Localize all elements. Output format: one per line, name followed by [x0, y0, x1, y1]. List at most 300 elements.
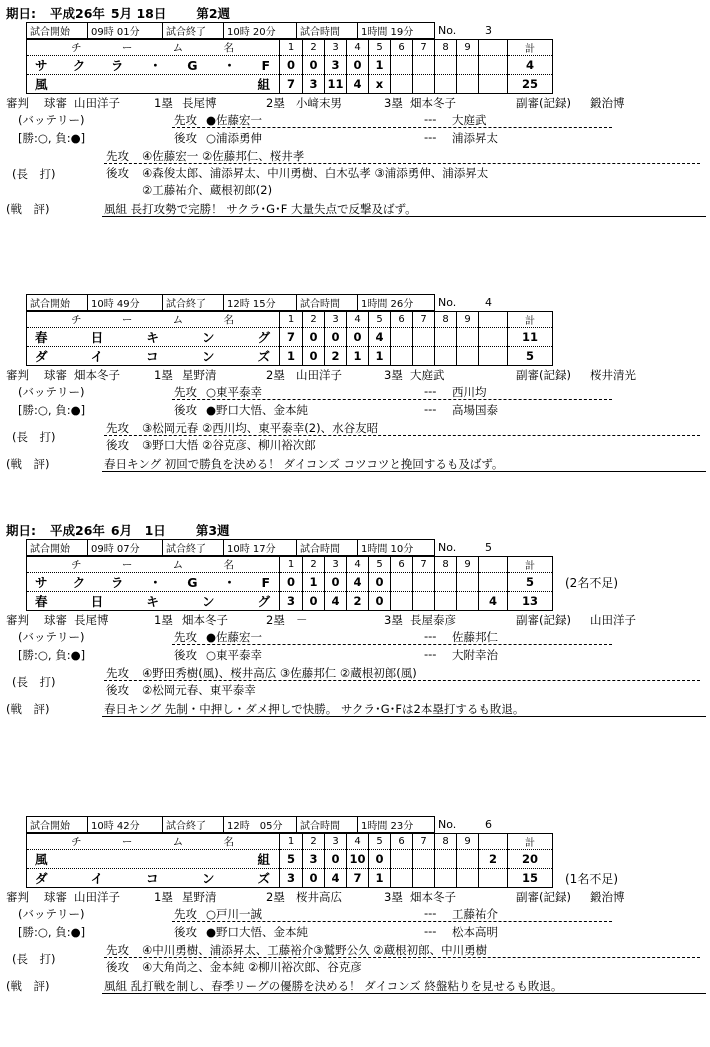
team-score-row: [27, 850, 619, 869]
team-name: ダイコンズ: [27, 347, 280, 366]
second-base-label: 2塁: [266, 368, 285, 382]
second-base-label: 2塁: [266, 890, 285, 904]
total-header: 計: [508, 40, 553, 56]
inning-score: 3: [303, 75, 325, 94]
inning-score: 4: [325, 592, 347, 611]
inning-score: [435, 573, 457, 592]
long-hit-section: [6, 420, 706, 454]
inning-header: 1: [280, 312, 303, 328]
inning-header: 8: [435, 834, 457, 850]
inning-score: [457, 328, 479, 347]
third-base-label: 3塁: [384, 96, 403, 110]
pitcher-name: ○東平泰幸: [206, 648, 263, 662]
total-score: 15: [508, 869, 553, 888]
long-hit-section: [6, 942, 706, 976]
inning-score: 2: [325, 347, 347, 366]
game-info-row: [27, 540, 529, 556]
end-time: 10時 20分: [224, 23, 297, 39]
team-name-header: チ ー ム 名: [27, 312, 280, 328]
long-hit-players: ④佐藤宏一 ②佐藤邦仁、桜井孝: [142, 149, 305, 163]
review-row: [6, 978, 706, 996]
inning-score: 0: [303, 347, 325, 366]
battery-row: [6, 647, 706, 665]
inning-score: [413, 328, 435, 347]
inning-score: [457, 592, 479, 611]
game-no-label: No.: [438, 24, 457, 37]
review-row: [6, 201, 706, 219]
period-label: 期日:: [6, 6, 36, 21]
inning-score: [413, 347, 435, 366]
inning-header: 9: [457, 40, 479, 56]
first-base-label: 1塁: [154, 613, 173, 627]
umpire-row: [6, 95, 706, 112]
deputy-umpire-label: 副審(記録): [516, 613, 571, 627]
catcher-name: 松本高明: [452, 925, 498, 939]
inning-header: 2: [303, 40, 325, 56]
inning-header: 7: [413, 312, 435, 328]
third-base-umpire: 畑本冬子: [410, 890, 456, 904]
batting-order-label: 後攻: [106, 166, 129, 180]
team-score-row: [27, 573, 619, 592]
first-base-label: 1塁: [154, 368, 173, 382]
team-name: 風 組: [27, 75, 280, 94]
battery-row: [6, 112, 706, 130]
extra-header: [479, 557, 508, 573]
inning-header: 2: [303, 557, 325, 573]
inning-score: [391, 328, 413, 347]
winlose-legend: [勝:○, 負:●]: [18, 403, 86, 417]
team-score-row: [27, 869, 619, 888]
long-hit-label: (長 打): [12, 675, 56, 689]
second-base-umpire: －: [296, 613, 308, 627]
inning-score: 3: [303, 850, 325, 869]
inning-score: 4: [369, 328, 391, 347]
batting-order-label: 後攻: [174, 925, 197, 939]
inning-score: [413, 75, 435, 94]
period-label: 期日:: [6, 523, 36, 538]
battery-label: (バッテリー): [18, 907, 85, 921]
inning-header: 6: [391, 557, 413, 573]
long-hit-players: ④中川勇樹、浦添昇太、工藤裕介③鷲野公久 ②蔵根初郎、中川勇樹: [142, 943, 488, 957]
total-score: 25: [508, 75, 553, 94]
inning-score: 4: [325, 869, 347, 888]
inning-score: [413, 573, 435, 592]
inning-score: 1: [369, 347, 391, 366]
team-name: 春日キング: [27, 328, 280, 347]
umpire-label: 審判: [6, 96, 29, 110]
inning-score: 3: [280, 869, 303, 888]
inning-header: 1: [280, 40, 303, 56]
second-base-umpire: 小﨑末男: [296, 96, 342, 110]
inning-score: 5: [280, 850, 303, 869]
end-label: 試合終了: [163, 817, 224, 833]
pitcher-name: ○東平泰幸: [206, 385, 263, 399]
pitcher-name: ○戸川一誠: [206, 907, 263, 921]
battery-row: [6, 130, 706, 148]
team-name-header: チ ー ム 名: [27, 557, 280, 573]
inning-score: 0: [369, 850, 391, 869]
period-week: 第3週: [195, 523, 230, 538]
inning-score: [413, 592, 435, 611]
inning-score: x: [369, 75, 391, 94]
deputy-umpire-name: 鍛治博: [590, 890, 625, 904]
review-text: 風組 長打攻勢で完勝！ サクラ･G･F 大量失点で反撃及ばず。: [104, 202, 417, 216]
review-label: (戦 評): [6, 202, 50, 216]
long-hit-section: [6, 148, 706, 199]
first-base-umpire: 星野清: [182, 368, 217, 382]
extra-score: [479, 328, 508, 347]
long-hit-players: ②松岡元春、東平泰幸: [142, 683, 256, 697]
batting-order-label: 先攻: [174, 907, 197, 921]
game-no-value: 3: [485, 24, 492, 37]
start-time: 09時 07分: [88, 540, 163, 556]
total-score: 5: [508, 347, 553, 366]
inning-score: 0: [347, 328, 369, 347]
duration-label: 試合時間: [297, 540, 358, 556]
end-time: 12時 15分: [224, 295, 297, 311]
game-info-row: [27, 295, 529, 311]
total-score: 11: [508, 328, 553, 347]
score-header-row: [27, 557, 619, 573]
winlose-legend: [勝:○, 負:●]: [18, 648, 86, 662]
deputy-umpire-name: 桜井清光: [590, 368, 636, 382]
inning-score: 3: [280, 592, 303, 611]
inning-header: 4: [347, 557, 369, 573]
total-score: 5: [508, 573, 553, 592]
inning-score: 3: [325, 56, 347, 75]
third-base-label: 3塁: [384, 890, 403, 904]
team-name-header: チ ー ム 名: [27, 834, 280, 850]
second-base-umpire: 山田洋子: [296, 368, 342, 382]
score-header-row: [27, 312, 566, 328]
inning-header: 3: [325, 312, 347, 328]
score-header-row: [27, 40, 566, 56]
batting-order-label: 後攻: [106, 960, 129, 974]
chief-umpire-name: 山田洋子: [74, 96, 120, 110]
review-label: (戦 評): [6, 702, 50, 716]
inning-header: 3: [325, 40, 347, 56]
inning-score: 4: [347, 573, 369, 592]
total-header: 計: [508, 557, 553, 573]
team-score-row: [27, 75, 566, 94]
second-base-umpire: 桜井高広: [296, 890, 342, 904]
long-hit-players: ④森俊太郎、浦添昇太、中川勇樹、白木弘孝 ③浦添勇伸、浦添昇太: [142, 166, 489, 180]
chief-umpire-label: 球審: [44, 96, 67, 110]
first-base-umpire: 星野清: [182, 890, 217, 904]
team-note: [553, 328, 566, 347]
score-table: [26, 39, 566, 94]
game-no-label: No.: [438, 296, 457, 309]
inning-score: 0: [369, 573, 391, 592]
team-name: ダイコンズ: [27, 869, 280, 888]
battery-separator: ---: [424, 384, 437, 398]
inning-header: 7: [413, 834, 435, 850]
team-note: [553, 850, 619, 869]
winlose-legend: [勝:○, 負:●]: [18, 131, 86, 145]
third-base-umpire: 畑本冬子: [410, 96, 456, 110]
inning-score: 7: [280, 75, 303, 94]
third-base-umpire: 長屋泰彦: [410, 613, 456, 627]
umpire-label: 審判: [6, 890, 29, 904]
long-hit-label: (長 打): [12, 166, 56, 181]
batting-order-label: 先攻: [174, 385, 197, 399]
catcher-name: 大附幸治: [452, 648, 498, 662]
first-base-label: 1塁: [154, 890, 173, 904]
game-no-value: 6: [485, 818, 492, 831]
game-info-table: [26, 22, 528, 39]
game-info-row: [27, 23, 529, 39]
score-table: [26, 833, 619, 888]
game-no-label: No.: [438, 818, 457, 831]
chief-umpire-name: 山田洋子: [74, 890, 120, 904]
team-note: [553, 592, 619, 611]
inning-score: [435, 592, 457, 611]
inning-score: 0: [303, 592, 325, 611]
inning-score: [391, 75, 413, 94]
batting-order-label: 先攻: [174, 630, 197, 644]
chief-umpire-label: 球審: [44, 368, 67, 382]
game-info-table: [26, 539, 528, 556]
extra-score: [479, 573, 508, 592]
inning-score: 0: [303, 869, 325, 888]
inning-score: [435, 347, 457, 366]
battery-separator: ---: [424, 629, 437, 643]
review-row: [6, 456, 706, 474]
inning-header: 8: [435, 557, 457, 573]
batting-order-label: 後攻: [174, 131, 197, 145]
battery-row: [6, 924, 706, 942]
inning-score: 4: [347, 75, 369, 94]
total-header: 計: [508, 312, 553, 328]
battery-label: (バッテリー): [18, 385, 85, 399]
batting-order-label: 先攻: [106, 943, 129, 957]
battery-separator: ---: [424, 112, 437, 126]
first-base-umpire: 畑本冬子: [182, 613, 228, 627]
catcher-name: 高場国泰: [452, 403, 498, 417]
long-hit-section: [6, 665, 706, 699]
batting-order-label: 先攻: [174, 113, 197, 127]
inning-score: 0: [280, 573, 303, 592]
catcher-name: 佐藤邦仁: [452, 630, 498, 644]
team-note: [553, 56, 566, 75]
extra-score: [479, 56, 508, 75]
extra-score: 2: [479, 850, 508, 869]
inning-score: [435, 850, 457, 869]
pitcher-name: ●野口大悟、金本純: [206, 925, 309, 939]
game-no-label: No.: [438, 541, 457, 554]
catcher-name: 西川均: [452, 385, 487, 399]
inning-score: 0: [325, 850, 347, 869]
inning-score: 7: [347, 869, 369, 888]
inning-score: [391, 869, 413, 888]
inning-score: 1: [303, 573, 325, 592]
game-block: [6, 816, 706, 996]
inning-header: 1: [280, 834, 303, 850]
inning-score: [435, 56, 457, 75]
battery-row: [6, 384, 706, 402]
score-header-row: [27, 834, 619, 850]
inning-score: [457, 75, 479, 94]
third-base-label: 3塁: [384, 613, 403, 627]
chief-umpire-label: 球審: [44, 613, 67, 627]
first-base-label: 1塁: [154, 96, 173, 110]
battery-separator: ---: [424, 402, 437, 416]
total-header: 計: [508, 834, 553, 850]
inning-score: [391, 347, 413, 366]
duration-time: 1時間 26分: [358, 295, 435, 311]
catcher-name: 大庭武: [452, 113, 487, 127]
start-time: 10時 49分: [88, 295, 163, 311]
inning-score: [435, 328, 457, 347]
total-score: 20: [508, 850, 553, 869]
extra-header: [479, 834, 508, 850]
team-name: 風 組: [27, 850, 280, 869]
pitcher-name: ●佐藤宏一: [206, 630, 263, 644]
period-era: 平成26年: [50, 6, 105, 21]
inning-score: 2: [347, 592, 369, 611]
start-label: 試合開始: [27, 23, 88, 39]
battery-row: [6, 402, 706, 420]
chief-umpire-label: 球審: [44, 890, 67, 904]
period-era: 平成26年: [50, 523, 105, 538]
inning-score: [457, 573, 479, 592]
inning-score: 0: [303, 328, 325, 347]
winlose-legend: [勝:○, 負:●]: [18, 925, 86, 939]
battery-separator: ---: [424, 924, 437, 938]
inning-score: [413, 869, 435, 888]
review-label: (戦 評): [6, 457, 50, 471]
game-block: [6, 22, 706, 219]
first-base-umpire: 長尾博: [182, 96, 217, 110]
inning-header: 4: [347, 40, 369, 56]
long-hit-players: ④野田秀樹(風)、桜井高広 ③佐藤邦仁 ②蔵根初郎(風): [142, 666, 417, 680]
inning-score: 1: [369, 56, 391, 75]
inning-score: 7: [280, 328, 303, 347]
score-table: [26, 556, 619, 611]
team-score-row: [27, 592, 619, 611]
inning-header: 9: [457, 557, 479, 573]
period-heading: [6, 4, 230, 22]
catcher-name: 工藤祐介: [452, 907, 498, 921]
inning-score: 1: [369, 869, 391, 888]
inning-header: 8: [435, 312, 457, 328]
inning-header: 4: [347, 834, 369, 850]
battery-separator: ---: [424, 647, 437, 661]
inning-header: 7: [413, 40, 435, 56]
battery-separator: ---: [424, 130, 437, 144]
umpire-row: [6, 612, 706, 629]
deputy-umpire-label: 副審(記録): [516, 368, 571, 382]
inning-score: [391, 573, 413, 592]
score-table: [26, 311, 566, 366]
start-label: 試合開始: [27, 295, 88, 311]
pitcher-name: ○浦添勇伸: [206, 131, 263, 145]
period-date: 6月 1日: [110, 523, 166, 538]
game-info-table: [26, 816, 528, 833]
extra-score: [479, 75, 508, 94]
batting-order-label: 先攻: [106, 149, 129, 163]
inning-score: 0: [369, 592, 391, 611]
review-row: [6, 701, 706, 719]
team-note: (1名不足): [565, 871, 618, 886]
extra-score: 4: [479, 592, 508, 611]
second-base-label: 2塁: [266, 96, 285, 110]
inning-header: 3: [325, 834, 347, 850]
inning-header: 7: [413, 557, 435, 573]
inning-header: 6: [391, 40, 413, 56]
game-no-value: 5: [485, 541, 492, 554]
team-score-row: [27, 328, 566, 347]
team-score-row: [27, 56, 566, 75]
inning-score: [391, 592, 413, 611]
team-score-row: [27, 347, 566, 366]
inning-score: 0: [303, 56, 325, 75]
team-name: サクラ・G・F: [27, 56, 280, 75]
battery-row: [6, 906, 706, 924]
team-note: [553, 75, 566, 94]
deputy-umpire-label: 副審(記録): [516, 890, 571, 904]
pitcher-name: ●野口大悟、金本純: [206, 403, 309, 417]
duration-time: 1時間 10分: [358, 540, 435, 556]
inning-score: [457, 56, 479, 75]
inning-header: 5: [369, 40, 391, 56]
duration-label: 試合時間: [297, 817, 358, 833]
inning-score: [457, 347, 479, 366]
inning-header: 9: [457, 312, 479, 328]
inning-score: [457, 869, 479, 888]
battery-separator: ---: [424, 906, 437, 920]
duration-time: 1時間 19分: [358, 23, 435, 39]
pitcher-name: ●佐藤宏一: [206, 113, 263, 127]
deputy-umpire-name: 鍛治博: [590, 96, 625, 110]
chief-umpire-name: 長尾博: [74, 613, 109, 627]
team-name: サクラ・G・F: [27, 573, 280, 592]
long-hit-players: ③松岡元春 ②西川均、東平泰幸(2)、水谷友昭: [142, 421, 379, 435]
game-block: [6, 539, 706, 719]
start-time: 10時 42分: [88, 817, 163, 833]
batting-order-label: 後攻: [174, 403, 197, 417]
battery-label: (バッテリー): [18, 113, 85, 127]
inning-score: [391, 56, 413, 75]
inning-score: [457, 850, 479, 869]
inning-header: 3: [325, 557, 347, 573]
period-week: 第2週: [196, 6, 231, 21]
game-no-value: 4: [485, 296, 492, 309]
start-label: 試合開始: [27, 817, 88, 833]
inning-score: 0: [325, 328, 347, 347]
inning-header: 6: [391, 312, 413, 328]
total-score: 13: [508, 592, 553, 611]
inning-header: 1: [280, 557, 303, 573]
inning-score: [435, 869, 457, 888]
team-note: (2名不足): [565, 575, 618, 590]
battery-row: [6, 629, 706, 647]
long-hit-label: (長 打): [12, 952, 56, 966]
review-label: (戦 評): [6, 979, 50, 993]
end-label: 試合終了: [163, 295, 224, 311]
inning-header: 2: [303, 834, 325, 850]
inning-header: 5: [369, 557, 391, 573]
game-block: [6, 294, 706, 474]
second-base-label: 2塁: [266, 613, 285, 627]
end-label: 試合終了: [163, 540, 224, 556]
end-time: 10時 17分: [224, 540, 297, 556]
batting-order-label: 後攻: [106, 438, 129, 452]
long-hit-players: ③野口大悟 ②谷克彦、柳川裕次郎: [142, 438, 316, 452]
inning-score: [435, 75, 457, 94]
total-score: 4: [508, 56, 553, 75]
inning-score: 10: [347, 850, 369, 869]
